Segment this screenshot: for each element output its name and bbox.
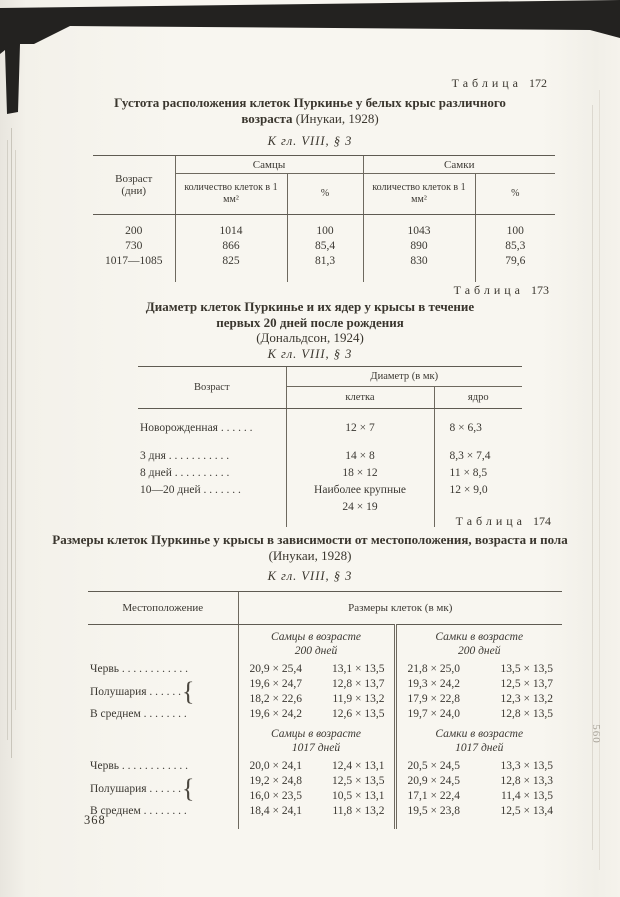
table-174-label: Таблица 174 (455, 514, 551, 528)
table-row: 18,2 × 22,6 11,9 × 13,2 17,9 × 22,8 12,3 × 13,2 (88, 692, 562, 707)
table-174-title: Размеры клеток Пуркинье у крысы в зависимости от местоположения, возраста и пола (Инукаи, 1928) (52, 532, 568, 563)
table-row: 10—20 дней . . . . . . . Наиболее крупные 24 × 19 12 × 9,0 (138, 482, 522, 515)
edge-page-number: 560 (589, 724, 602, 744)
table-row: Новорожденная . . . . . . 12 × 7 8 × 6,3 (138, 409, 522, 449)
col-header-pct-females: % (475, 174, 555, 215)
col-header-sizes: Размеры клеток (в мк) (238, 592, 562, 625)
col-header-pct-males: % (287, 174, 363, 215)
page-curl-line (15, 150, 16, 710)
col-header-location: Местоположение (88, 592, 238, 625)
table-173-group-header-row (138, 367, 522, 387)
row-group-brace: { (182, 774, 195, 803)
table-row: 16,0 × 23,5 10,5 × 13,1 17,1 × 22,4 11,4 × 13,5 (88, 789, 562, 804)
table-172-source: (Инукаи, 1928) (295, 110, 379, 126)
col-header-age: Возраст (138, 367, 286, 409)
table-row: 730 866 85,4 890 85,3 (93, 239, 555, 254)
col-header-count-females: количество клеток в 1 мм² (363, 174, 475, 215)
table-row: Червь . . . . . . . . . . . . 20,9 × 25,4 13,1 × 13,5 21,8 × 25,0 13,5 × 13,5 (88, 662, 562, 677)
table-172-title: Густота расположения клеток Пуркинье у белых крыс различного возраста (Инукаи, 1928) (114, 95, 506, 126)
col-header-age: Возраст (дни) (93, 156, 175, 215)
col-header-count-males: количество клеток в 1 мм² (175, 174, 287, 215)
page-curl-line (7, 140, 8, 740)
rule-overhang-row (93, 269, 555, 282)
males-1017-header: Самцы в возрасте 1017 дней (270, 728, 362, 754)
table-173 (138, 366, 522, 527)
rule-overhang-row (88, 819, 562, 829)
col-group-diameter: Диаметр (в мк) (286, 367, 522, 387)
col-header-nucleus: ядро (434, 387, 522, 409)
page-edge-line (599, 90, 600, 870)
table-row: Полушария . . . . . . { 19,6 × 24,7 12,8 × 13,7 19,3 × 24,2 12,5 × 13,7 (88, 677, 562, 692)
table-173-title: Диаметр клеток Пуркинье и их ядер у крысы в течение первых 20 дней после рождения (Дональдсон, 1924) (128, 299, 492, 346)
females-200-header: Самки в возрасте 200 дней (435, 631, 524, 657)
table-174-header-row (88, 592, 562, 625)
table-172-label: Таблица 172 (451, 76, 547, 90)
col-group-females: Самки (363, 156, 555, 174)
table-row: Полушария . . . . . . { 19,2 × 24,8 12,5 × 13,5 20,9 × 24,5 12,8 × 13,3 (88, 774, 562, 789)
section-header-row-1017-days (88, 722, 562, 759)
table-row: В среднем . . . . . . . . 18,4 × 24,1 11,8 × 13,2 19,5 × 23,8 12,5 × 13,4 (88, 804, 562, 819)
page-curl-line (11, 128, 12, 758)
table-row: В среднем . . . . . . . . 19,6 × 24,2 12,6 × 13,5 19,7 × 24,0 12,8 × 13,5 (88, 707, 562, 722)
cell-size-value: 24 × 19 (342, 501, 378, 513)
table-row: 1017—1085 825 81,3 830 79,6 (93, 254, 555, 269)
table-174-chapter-ref: К гл. VIII, § 3 (267, 569, 353, 583)
table-173-chapter-ref: К гл. VIII, § 3 (267, 347, 353, 361)
table-173-source: (Дональдсон, 1924) (256, 330, 364, 345)
table-row: 200 1014 100 1043 100 (93, 215, 555, 240)
table-172-chapter-ref: К гл. VIII, § 3 (267, 134, 353, 148)
table-173-label: Таблица 173 (453, 283, 549, 297)
table-172 (93, 155, 555, 282)
section-header-row-200-days (88, 625, 562, 663)
table-row: 8 дней . . . . . . . . . . 18 × 12 11 × 8,5 (138, 465, 522, 482)
table-174 (88, 591, 562, 829)
col-header-cell: клетка (286, 387, 434, 409)
table-174-source: (Инукаи, 1928) (268, 547, 352, 563)
row-group-brace: { (182, 677, 195, 706)
table-172-group-header-row (93, 156, 555, 174)
cell-size-note: Наиболее крупные (314, 484, 406, 496)
females-1017-header: Самки в возрасте 1017 дней (435, 728, 524, 754)
table-row: 3 дня . . . . . . . . . . . 14 × 8 8,3 × 7,4 (138, 448, 522, 465)
page-number: 368 (84, 813, 106, 827)
col-group-males: Самцы (175, 156, 363, 174)
table-row: Червь . . . . . . . . . . . . 20,0 × 24,1 12,4 × 13,1 20,5 × 24,5 13,3 × 13,5 (88, 759, 562, 774)
males-200-header: Самцы в возрасте 200 дней (270, 631, 362, 657)
